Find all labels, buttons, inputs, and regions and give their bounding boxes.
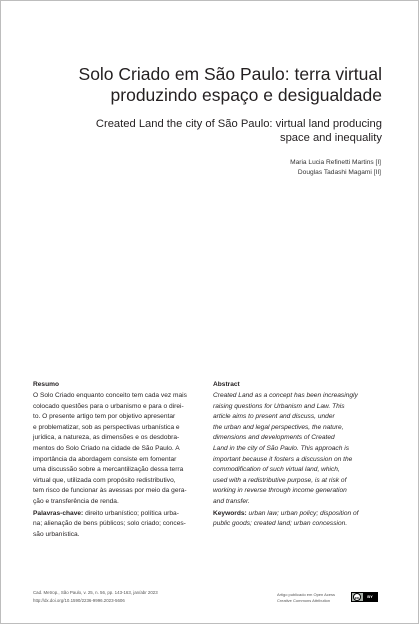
- abstract-line: the urban and legal perspectives, the nature,: [213, 423, 344, 431]
- resumo-line: importância da abordagem consiste em fomentar: [33, 455, 177, 463]
- cc-icon: cc: [354, 595, 360, 600]
- abstract-body: [213, 391, 402, 508]
- author-name: Maria Lucia Refinetti Martins [I]: [290, 159, 381, 166]
- author-name: Douglas Tadashi Magami [II]: [297, 169, 381, 176]
- keywords-text: public goods; created land; urban concession.: [213, 520, 348, 528]
- license-line: Artigo publicado em Open Acess: [277, 592, 336, 597]
- resumo-line: e problematizar, sob as perspectivas urbanística e: [33, 423, 180, 431]
- citation-footer: [33, 589, 158, 604]
- abstract-line: and transfer.: [213, 497, 250, 505]
- abstract-line: used with a redistributive purpose, is at risk of: [213, 476, 347, 484]
- keywords-text: são urbanística.: [33, 530, 80, 538]
- license-line: Creative Commons Attribution: [277, 597, 331, 603]
- keywords-text: na; alienação de bens públicos; solo criado; conces-: [33, 520, 186, 528]
- abstract-keywords: [213, 509, 402, 530]
- license-note: [277, 592, 335, 603]
- resumo-heading: Resumo: [33, 381, 60, 388]
- keywords-text: urban law; urban policy; disposition of: [246, 509, 359, 517]
- abstract-line: commodification of such virtual land, which,: [213, 466, 340, 474]
- doi-link[interactable]: http://dx.doi.org/10.1590/2236-9996.2023-5606: [33, 597, 125, 603]
- article-title-portuguese: Solo Criado em São Paulo: terra virtual produzindo espaço e desigualdade: [78, 64, 382, 105]
- abstract-line: raising questions for Urbanism and Law. This: [213, 402, 345, 410]
- resumo-line: colocado questões para o urbanismo e para o direi-: [33, 402, 184, 410]
- abstract-heading: Abstract: [213, 381, 240, 388]
- resumo-line: to. O presente artigo tem por objetivo apresentar: [33, 413, 176, 421]
- abstract-line: working in reverse through income generation: [213, 487, 347, 495]
- resumo-line: ção e transferência de renda.: [33, 497, 119, 505]
- keywords-label: Keywords:: [213, 509, 247, 517]
- by-icon: BY: [363, 593, 377, 601]
- keywords-text: direito urbanístico; política urba-: [83, 509, 179, 517]
- resumo-line: jurídica, a natureza, as dimensões e os desdobra-: [33, 434, 180, 442]
- abstract-line: important because it fosters a discussion on the: [213, 455, 353, 463]
- resumo-line: tem risco de funcionar às avessas por meio da gera-: [33, 487, 187, 495]
- resumo-line: O Solo Criado enquanto conceito tem cada vez mais: [33, 392, 187, 399]
- creative-commons-badge[interactable]: [351, 592, 378, 602]
- resumo-line: uma discussão sobre a mercantilização dessa terra: [33, 466, 184, 474]
- resumo-keywords: [33, 509, 222, 541]
- abstract-section: [213, 380, 402, 530]
- abstract-line: Land in the city of São Paulo. This approach is: [213, 444, 349, 452]
- citation-text: Cad. Metrop., São Paulo, v. 25, n. 56, pp. 143-163, jan/abr 2023: [33, 590, 158, 595]
- resumo-body: [33, 391, 222, 508]
- abstract-line: dimensions and developments of Created: [213, 434, 335, 442]
- author-list: [290, 158, 381, 178]
- resumo-line: virtual que, utilizada com propósito redistributivo,: [33, 476, 176, 484]
- resumo-line: mentos do Solo Criado na cidade de São Paulo. A: [33, 444, 180, 452]
- resumo-section: [33, 380, 222, 540]
- article-title-english: Created Land the city of São Paulo: virtual land producing space and inequality: [95, 118, 382, 144]
- abstract-line: article aims to present and discuss, under: [213, 413, 335, 421]
- keywords-label: Palavras-chave:: [33, 509, 84, 517]
- abstract-line: Created Land as a concept has been increasingly: [213, 392, 358, 399]
